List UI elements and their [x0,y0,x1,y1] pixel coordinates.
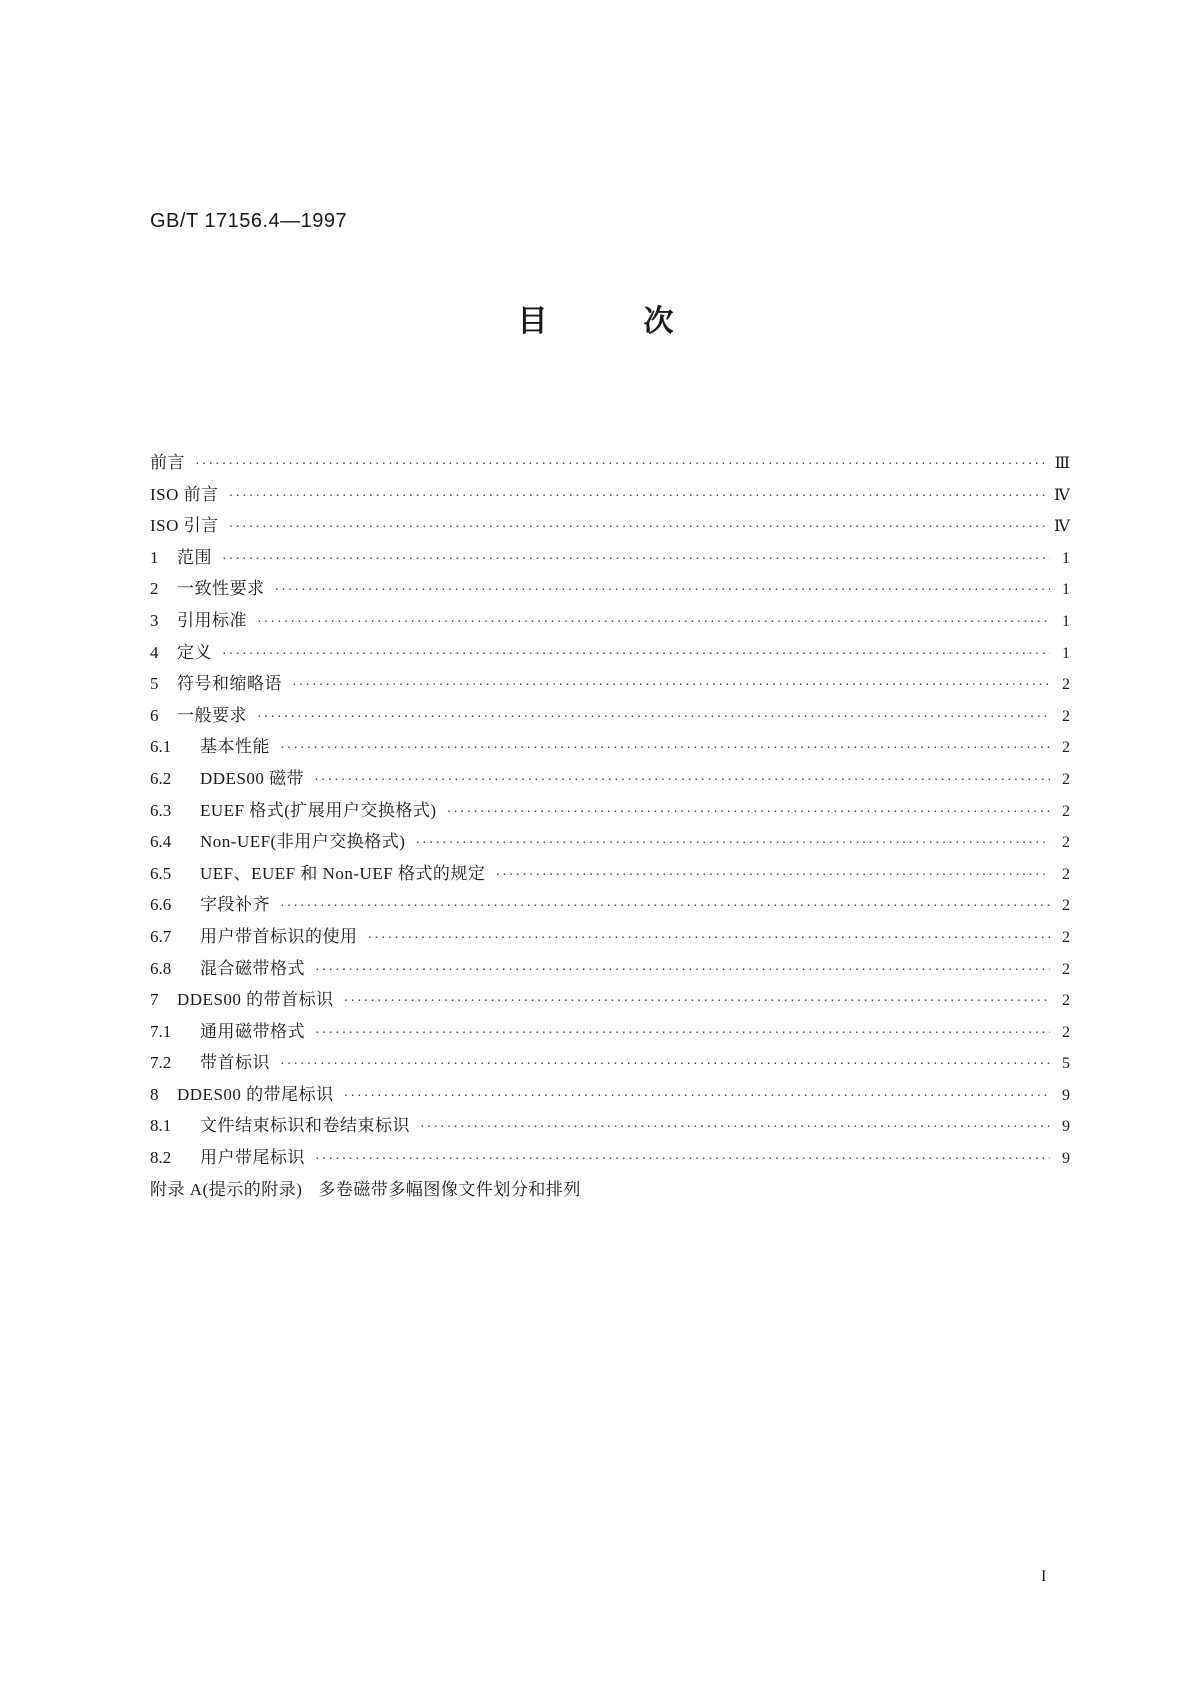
toc-dot-leader [257,710,1050,726]
toc-entry[interactable] [150,574,1070,606]
toc-entry-page: 2 [1062,739,1070,757]
toc-entry[interactable] [150,985,1070,1017]
toc-entry-page: Ⅳ [1054,486,1070,504]
toc-entry[interactable] [150,827,1070,859]
toc-dot-leader [229,489,1048,505]
toc-dot-leader [344,994,1050,1010]
toc-entry-number: 7.2 [150,1053,172,1073]
toc-entry-page: 2 [1062,770,1070,788]
toc-entry[interactable] [150,606,1070,638]
toc-entry-number: 3 [150,610,159,630]
appendix-prefix: 附录 A(提示的附录) [150,1179,303,1199]
toc-dot-leader [195,457,1049,473]
toc-entry-page: 2 [1062,676,1070,694]
toc-dot-leader [314,773,1050,789]
toc-entry-number: 6.8 [150,958,172,978]
toc-entry-number: 4 [150,642,159,662]
toc-entry-label: DDES00 磁带 [200,768,305,788]
toc-entry-label: 定义 [177,642,212,662]
toc-entry-label: 基本性能 [200,737,270,757]
toc-entry-number: 1 [150,547,159,567]
toc-entry-label: 一致性要求 [177,579,265,599]
toc-dot-leader [368,931,1051,947]
toc-entry-label: 一般要求 [177,705,247,725]
toc-entry[interactable] [150,543,1070,575]
toc-dot-leader [344,1089,1050,1105]
toc-dot-leader [447,805,1050,821]
toc-entry-page: Ⅳ [1054,518,1070,536]
toc-entry-label: 带首标识 [200,1053,270,1073]
toc-entry-number: 5 [150,674,159,694]
toc-dot-leader [415,836,1050,852]
toc-entry[interactable] [150,796,1070,828]
toc-dot-leader [420,1120,1050,1136]
toc-entry-page: 9 [1062,1118,1070,1136]
toc-entry-number: 6.3 [150,800,172,820]
toc-entry[interactable] [150,1048,1070,1080]
toc-entry-label: 范围 [177,547,212,567]
toc-entry[interactable] [150,764,1070,796]
toc-entry[interactable] [150,890,1070,922]
toc-dot-leader [229,520,1048,536]
toc-dot-leader [280,741,1050,757]
toc-entry[interactable] [150,1017,1070,1049]
toc-dot-leader [315,1026,1050,1042]
toc-dot-leader [257,615,1050,631]
toc-dot-leader [292,678,1050,694]
toc-entry-page: 2 [1062,707,1070,725]
toc-entry[interactable] [150,732,1070,764]
toc-entry-label: UEF、EUEF 和 Non-UEF 格式的规定 [200,863,486,883]
toc-entry-label: DDES00 的带尾标识 [177,1084,334,1104]
toc-entry-page: 1 [1062,612,1070,630]
toc-entry[interactable] [150,669,1070,701]
toc-entry-page: 5 [1062,1055,1070,1073]
toc-dot-leader [275,583,1051,599]
toc-dot-leader [315,963,1050,979]
toc-entry[interactable] [150,480,1070,512]
toc-entry-page: 2 [1062,1023,1070,1041]
toc-entry[interactable] [150,1143,1070,1175]
toc-entry-number: 7 [150,990,159,1010]
table-of-contents [150,448,1070,1206]
toc-entry-label: 通用磁带格式 [200,1021,305,1041]
toc-entry[interactable] [150,1080,1070,1112]
toc-entry-label: ISO 前言 [150,484,219,504]
toc-entry[interactable] [150,954,1070,986]
toc-entry[interactable] [150,922,1070,954]
toc-entry-label: 用户带首标识的使用 [200,926,358,946]
toc-entry-number: 6.2 [150,768,172,788]
toc-entry[interactable] [150,1111,1070,1143]
toc-entry-number: 8.2 [150,1148,172,1168]
toc-dot-leader [280,899,1050,915]
toc-entry[interactable] [150,638,1070,670]
toc-dot-leader [495,868,1050,884]
toc-entry-number: 6.4 [150,832,172,852]
toc-entry-page: 2 [1062,960,1070,978]
standard-code: GB/T 17156.4—1997 [150,210,348,232]
page-title: 目次 [517,304,770,339]
toc-entry-label: DDES00 的带首标识 [177,990,334,1010]
toc-entry-page: 1 [1062,581,1070,599]
toc-entry[interactable] [150,448,1070,480]
toc-entry-label: EUEF 格式(扩展用户交换格式) [200,800,437,820]
toc-entry-label: 文件结束标识和卷结束标识 [200,1116,410,1136]
toc-entry-number: 6.5 [150,863,172,883]
toc-entry-label: ISO 引言 [150,516,219,536]
toc-entry-number: 6 [150,705,159,725]
toc-entry[interactable] [150,511,1070,543]
toc-entry-page: 1 [1062,549,1070,567]
toc-dot-leader [222,552,1050,568]
toc-entry-label: Non-UEF(非用户交换格式) [200,832,406,852]
toc-entry-page: 2 [1062,802,1070,820]
toc-entry-page: 2 [1062,928,1070,946]
toc-dot-leader [280,1057,1050,1073]
toc-entry[interactable] [150,701,1070,733]
toc-entry-label: 混合磁带格式 [200,958,305,978]
toc-entry-number: 7.1 [150,1021,172,1041]
toc-entry-label: 前言 [150,453,185,472]
toc-entry-number: 6.1 [150,737,172,757]
toc-entry[interactable] [150,859,1070,891]
toc-entry-page: 2 [1062,897,1070,915]
toc-entry-label: 引用标准 [177,610,247,630]
page-number: I [1041,1568,1047,1585]
toc-entry-page: 2 [1062,865,1070,883]
toc-appendix-entry[interactable] [150,1175,1070,1207]
toc-entry-label: 字段补齐 [200,895,270,915]
toc-entry-page: Ⅲ [1054,455,1070,472]
toc-entry-page: 1 [1062,644,1070,662]
toc-entry-number: 2 [150,579,159,599]
toc-dot-leader [222,647,1050,663]
toc-dot-leader [315,1152,1050,1168]
toc-entry-page: 9 [1062,1086,1070,1104]
toc-entry-label: 用户带尾标识 [200,1148,305,1168]
toc-entry-number: 6.7 [150,926,172,946]
toc-entry-label: 符号和缩略语 [177,674,282,694]
toc-entry-number: 6.6 [150,895,172,915]
toc-entry-number: 8 [150,1084,159,1104]
toc-entry-page: 9 [1062,1150,1070,1168]
appendix-title: 多卷磁带多幅图像文件划分和排列 [318,1179,581,1199]
toc-entry-page: 2 [1062,992,1070,1010]
toc-entry-number: 8.1 [150,1116,172,1136]
toc-entry-page: 2 [1062,834,1070,852]
